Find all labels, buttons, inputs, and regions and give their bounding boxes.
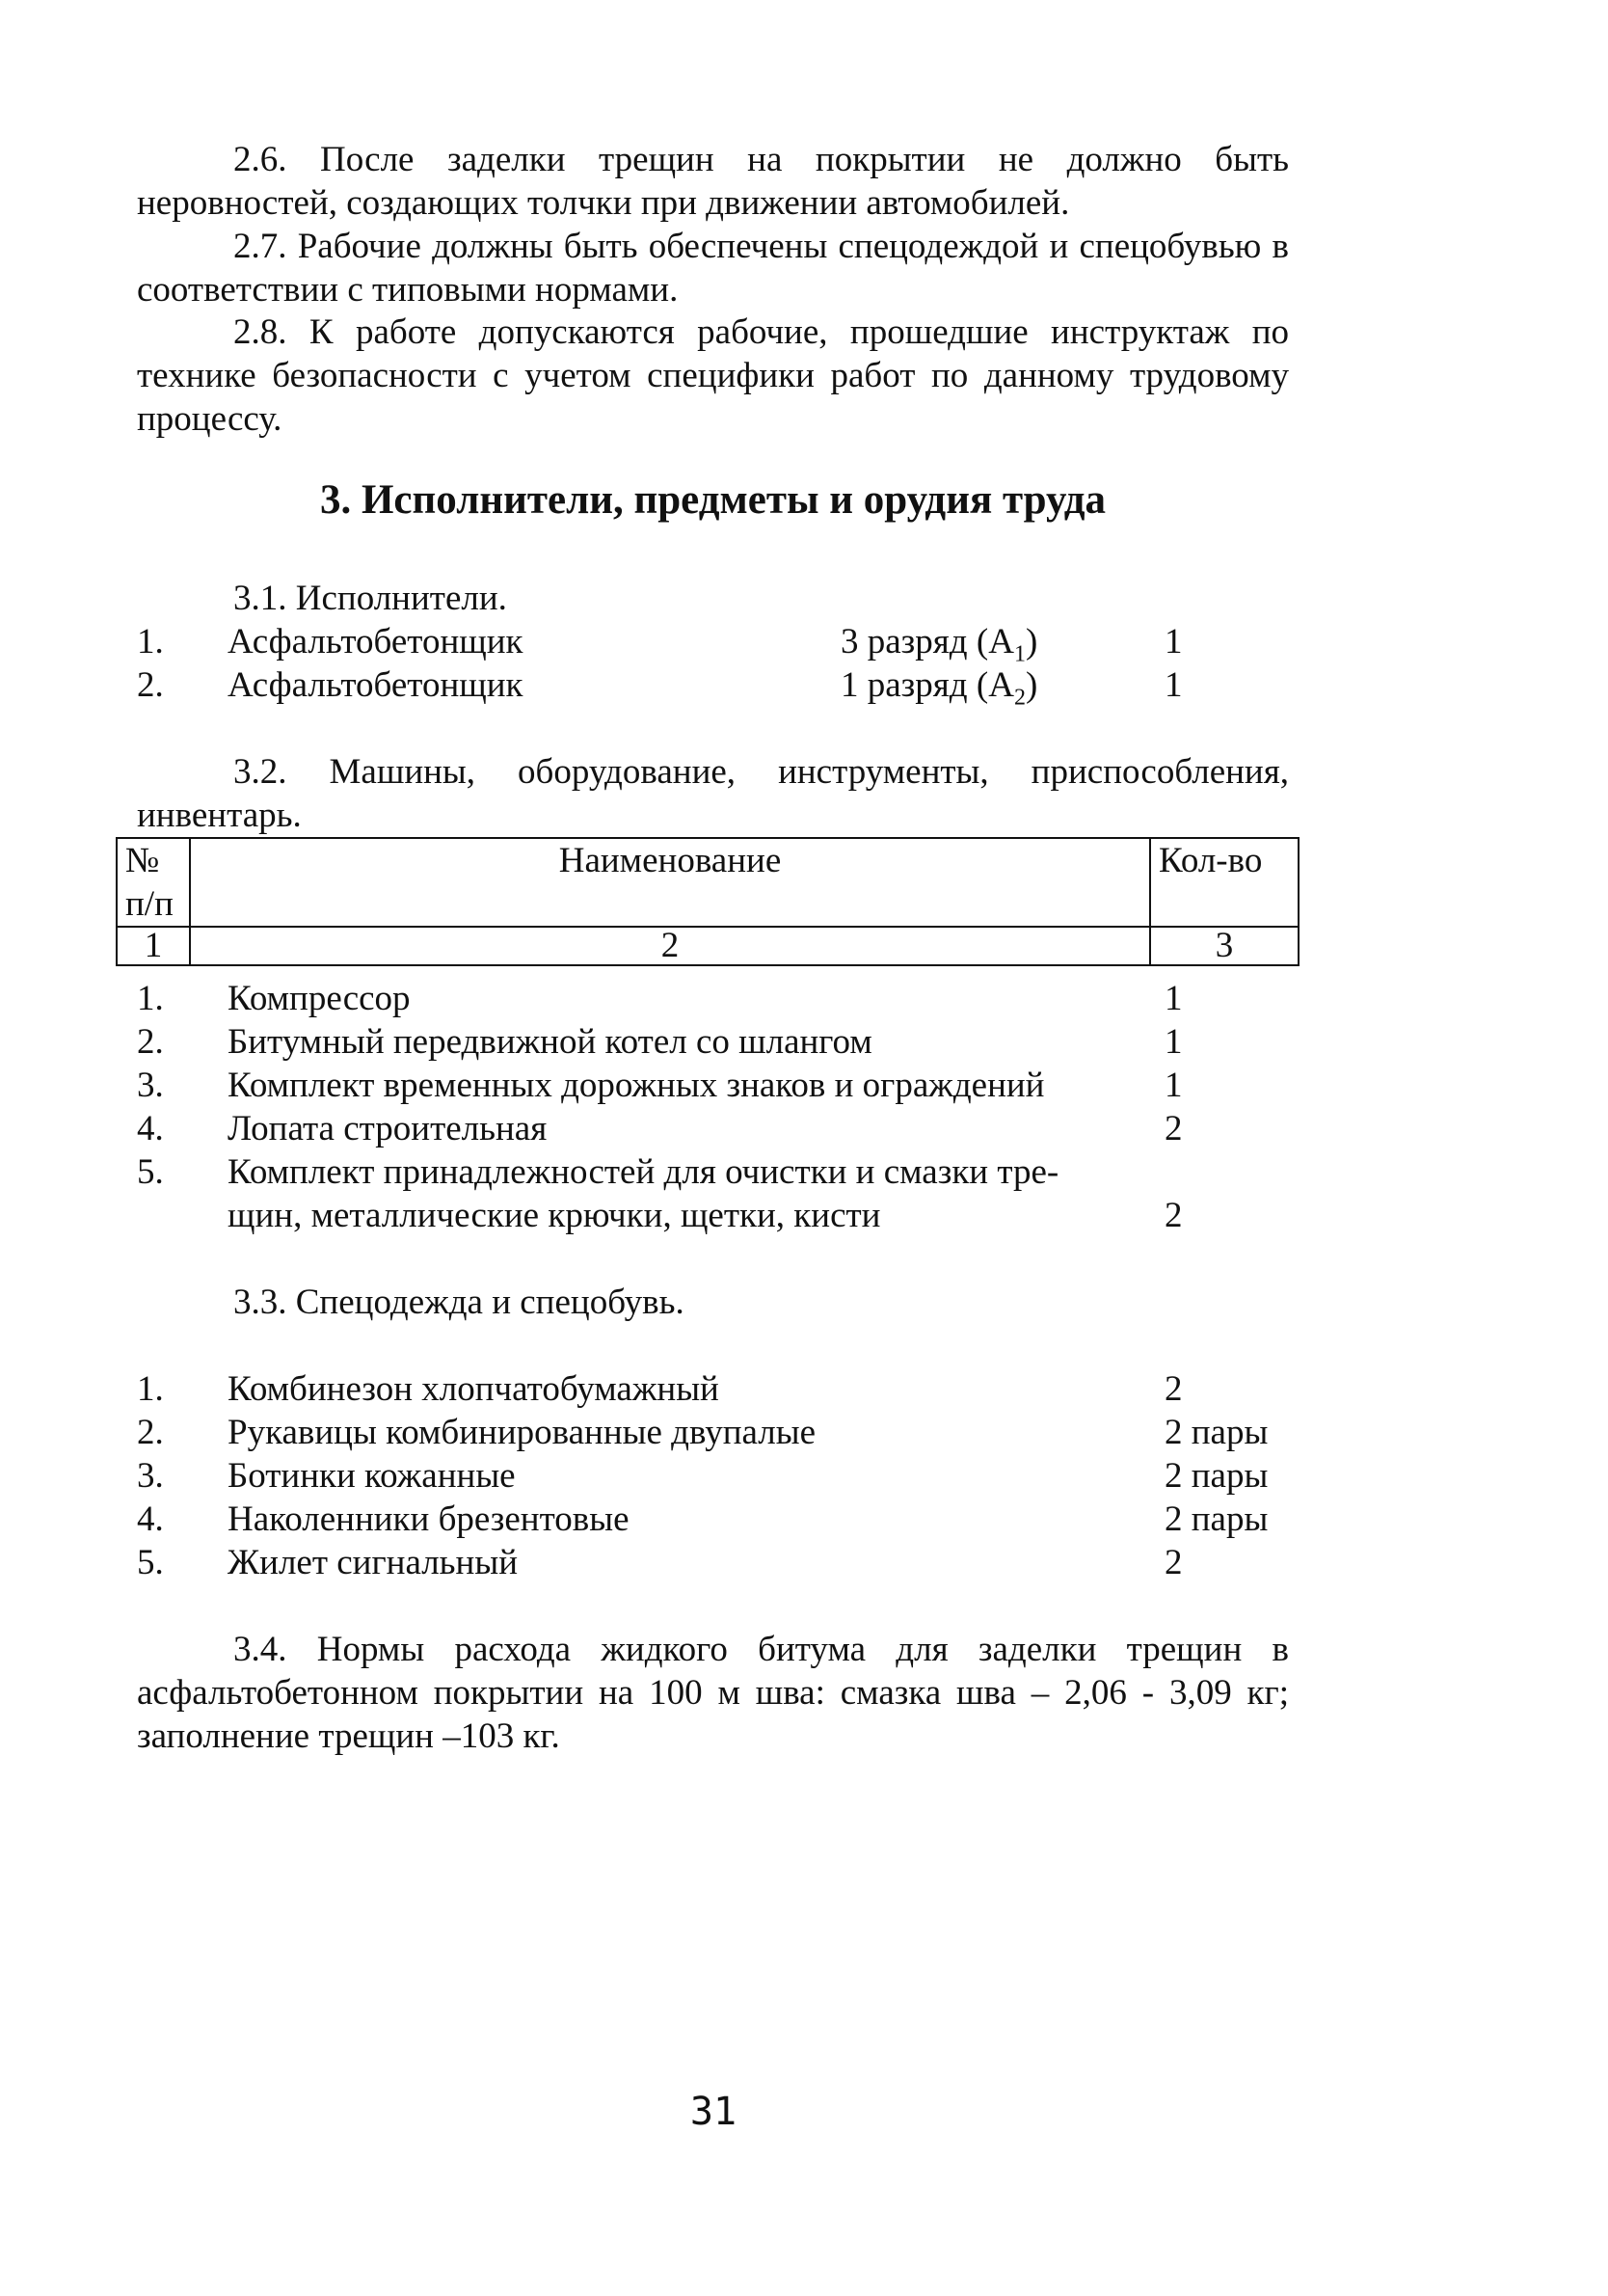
- equipment-table-header: [116, 837, 1300, 966]
- clothing-row: [0, 1498, 1608, 1541]
- equipment-row-continued: [0, 1194, 1608, 1237]
- row-number: 2.: [137, 1022, 164, 1062]
- column-number-2: 2: [190, 927, 1150, 965]
- equipment-row: [0, 1150, 1608, 1194]
- worker-name: Асфальтобетонщик: [228, 665, 523, 705]
- row-number: 3.: [137, 1456, 164, 1496]
- page-number: 31: [689, 2090, 737, 2134]
- header-count: Кол-во: [1150, 838, 1299, 927]
- row-number: 1.: [137, 979, 164, 1018]
- worker-row: [0, 620, 1608, 667]
- row-number: 2.: [137, 665, 164, 705]
- clothing-name: Комбинезон хлопчатобумажный: [228, 1369, 719, 1409]
- section-title: 3. Исполнители, предметы и орудия труда: [319, 477, 1107, 523]
- equipment-row: [0, 1064, 1608, 1107]
- clothing-name: Наколенники брезентовые: [228, 1499, 630, 1539]
- equipment-name-continued: щин, металлические крючки, щетки, кисти: [228, 1196, 881, 1235]
- clothing-count: 2: [1165, 1369, 1183, 1409]
- row-number: 4.: [137, 1109, 164, 1148]
- subsection-3-1-title: 3.1. Исполнители.: [233, 579, 507, 618]
- worker-rank: 3 разряд $(A_1)$: [841, 622, 1038, 667]
- paragraph-2-7: 2.7. Рабочие должны быть обеспечены спецодеждой и спецобувью в соответствии с типовыми нормами.: [137, 227, 1289, 310]
- clothing-row: [0, 1454, 1608, 1498]
- clothing-count: 2 пары: [1165, 1413, 1269, 1452]
- equipment-row: [0, 1020, 1608, 1064]
- clothing-row: [0, 1367, 1608, 1411]
- worker-row: [0, 663, 1608, 711]
- worker-count: 1: [1165, 665, 1183, 705]
- equipment-count: 1: [1165, 1066, 1183, 1105]
- column-number-3: 3: [1150, 927, 1299, 965]
- subsection-3-2-title: 3.2. Машины, оборудование, инструменты, приспособления, инвентарь.: [137, 752, 1289, 835]
- equipment-name: Компрессор: [228, 979, 411, 1018]
- equipment-count: 2: [1165, 1196, 1183, 1235]
- equipment-row: [0, 977, 1608, 1020]
- worker-name: Асфальтобетонщик: [228, 622, 523, 662]
- column-number-1: 1: [117, 927, 190, 965]
- row-number: 3.: [137, 1066, 164, 1105]
- row-number: 1.: [137, 622, 164, 662]
- worker-rank: 1 разряд $(A_2)$: [841, 665, 1038, 711]
- paragraph-2-6: 2.6. После заделки трещин на покрытии не должно быть неровностей, создающих толчки при движении автомобилей.: [137, 140, 1289, 223]
- equipment-count: 1: [1165, 1022, 1183, 1062]
- worker-count: 1: [1165, 622, 1183, 662]
- clothing-name: Ботинки кожанные: [228, 1456, 516, 1496]
- clothing-count: 2 пары: [1165, 1499, 1269, 1539]
- subsection-3-3-title: 3.3. Спецодежда и спецобувь.: [233, 1283, 684, 1322]
- clothing-count: 2: [1165, 1543, 1183, 1582]
- equipment-name: Комплект временных дорожных знаков и ограждений: [228, 1066, 1045, 1105]
- clothing-row: [0, 1541, 1608, 1584]
- clothing-count: 2 пары: [1165, 1456, 1269, 1496]
- row-number: 1.: [137, 1369, 164, 1409]
- paragraph-3-4: 3.4. Нормы расхода жидкого битума для заделки трещин в асфальтобетонном покрытии на 100 м шва: смазка шва – 2,06 - 3,09 кг; заполнение трещин –103 кг.: [137, 1630, 1289, 1756]
- clothing-name: Рукавицы комбинированные двупалые: [228, 1413, 816, 1452]
- row-number: 5.: [137, 1152, 164, 1192]
- equipment-name: Комплект принадлежностей для очистки и смазки тре-: [228, 1152, 1059, 1192]
- clothing-row: [0, 1411, 1608, 1454]
- equipment-count: 2: [1165, 1109, 1183, 1148]
- row-number: 4.: [137, 1499, 164, 1539]
- clothing-name: Жилет сигнальный: [228, 1543, 519, 1582]
- paragraph-2-8: 2.8. К работе допускаются рабочие, прошедшие инструктаж по технике безопасности с учетом специфики работ по данному трудовому процессу.: [137, 312, 1289, 439]
- row-number: 5.: [137, 1543, 164, 1582]
- equipment-name: Битумный передвижной котел со шлангом: [228, 1022, 872, 1062]
- row-number: 2.: [137, 1413, 164, 1452]
- header-name: Наименование: [190, 838, 1150, 927]
- equipment-row: [0, 1107, 1608, 1150]
- equipment-count: 1: [1165, 979, 1183, 1018]
- header-number: № п/п: [117, 838, 190, 927]
- equipment-name: Лопата строительная: [228, 1109, 548, 1148]
